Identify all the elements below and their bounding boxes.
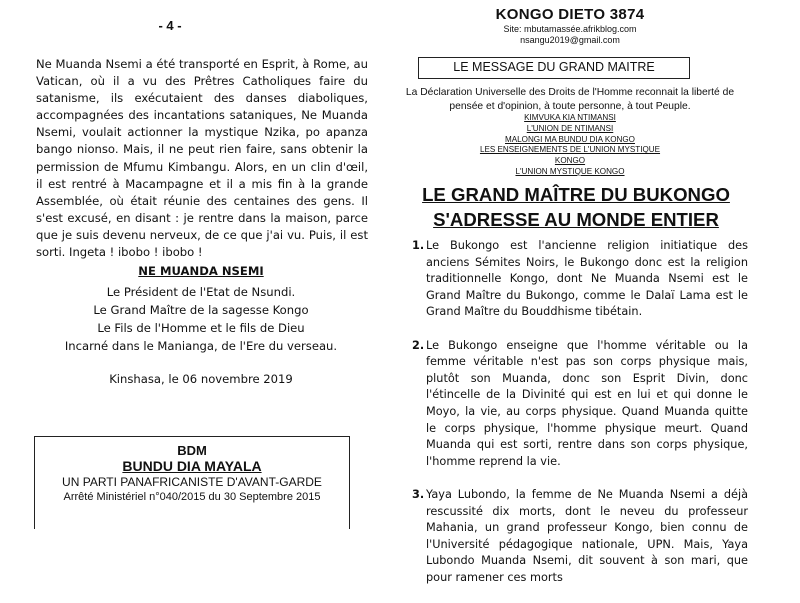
related-link[interactable]: LES ENSEIGNEMENTS DE L'UNION MYSTIQUE KONGO bbox=[479, 145, 661, 166]
page-number: - 4 - bbox=[158, 18, 182, 33]
bdm-party-name: BUNDU DIA MAYALA bbox=[122, 458, 262, 474]
related-link[interactable]: L'UNION DE NTIMANSI bbox=[526, 123, 614, 133]
numbered-points bbox=[412, 238, 748, 603]
signature-line: Incarné dans le Manianga, de l'Ere du verseau. bbox=[64, 339, 338, 353]
left-article-body bbox=[36, 56, 368, 261]
point-text: Le Bukongo est l'ancienne religion initiatique des anciens Sémites Noirs, le Bukongo donc est la religion traditionnelle Kongo, dont Ne Muanda Nsemi est le Grand Maître du Bukongo, comme le Dalaï Lama est le Grand Maître du Bouddhisme tibétain. bbox=[426, 239, 748, 319]
signature-line: Le Grand Maître de la sagesse Kongo bbox=[93, 303, 309, 317]
point-item bbox=[412, 487, 748, 587]
signature-line: Le Fils de l'Homme et le fils de Dieu bbox=[97, 321, 305, 335]
signature-block bbox=[36, 262, 366, 355]
masthead-title: KONGO DIETO 3874 bbox=[495, 6, 645, 23]
masthead-site: Site: mbutamassée.afrikblog.com bbox=[503, 24, 637, 34]
bdm-party-tagline: UN PARTI PANAFRICANISTE D'AVANT-GARDE bbox=[62, 475, 322, 489]
point-item bbox=[412, 338, 748, 471]
bdm-abbreviation: BDM bbox=[177, 443, 207, 458]
bdm-decree: Arrêté Ministériel n°040/2015 du 30 Septembre 2015 bbox=[63, 491, 321, 503]
point-text: Le Bukongo enseigne que l'homme véritable ou la femme véritable n'est pas son corps physique mais, plutôt son Muanda, donc son Esprit Divin, donc l'étincelle de la Divinité qui est en lui et qui donne le Moyo, la vie, au corps physique. Quand Muanda quitte le corps physique, l'homme physique meurt. Quand Muanda qui est sorti, rentre dans son corps physique, l'homme reprend la vie. bbox=[426, 338, 748, 468]
headline bbox=[408, 182, 744, 232]
bdm-party-box bbox=[34, 436, 350, 529]
point-text: Yaya Lubondo, la femme de Ne Muanda Nsemi a déjà rescussité dix morts, dont le neveu du professeur Mahania, un grand professeur Kongo, bien connu de l'Université pédagogique nationale, UPN. Mais, Yaya Lubondo Muanda Nsemi, dit souvent à son mari, que pour ramener ces morts bbox=[426, 487, 748, 584]
signature-line: Le Président de l'Etat de Nsundi. bbox=[106, 285, 296, 299]
point-number: 3. bbox=[412, 487, 425, 501]
signature-name: NE MUANDA NSEMI bbox=[138, 264, 264, 278]
rights-declaration: La Déclaration Universelle des Droits de l'Homme reconnait la liberté de pensée et d'opinion, à toute personne, à tout Peuple. bbox=[405, 87, 735, 112]
left-article-paragraph: Ne Muanda Nsemi a été transporté en Esprit, à Rome, au Vatican, où il a vu des Prêtres Catholiques faire du satanisme, ils exécutaient des danses diaboliques, accompagnées des incantations sataniques, Ne Muanda Nsemi, voulait actionner la mystique Nzika, po apanza bango nionso. Mais, il ne peut rien faire, sans obtenir la permission de Mfumu Kimbangu. Alors, en un clin d'œil, il est rentré à Macampagne et il a mis fin à la grande Assemblée, où était réunie des centaines des gens. Il s'est excusé, en disant : je rentre dans la maison, parce que je suis devenu nerveux, de ce que j'ai vu. Puis, il est sorti. Ingeta ! ibobo ! ibobo ! bbox=[36, 57, 368, 260]
point-number: 2. bbox=[412, 338, 425, 352]
place-date: Kinshasa, le 06 novembre 2019 bbox=[109, 372, 293, 386]
point-item bbox=[412, 238, 748, 321]
masthead-email: nsangu2019@gmail.com bbox=[520, 35, 620, 45]
masthead bbox=[480, 6, 660, 46]
headline-line-1: LE GRAND MAÎTRE DU BUKONGO bbox=[422, 184, 730, 205]
related-link[interactable]: KIMVUKA KIA NTIMANSI bbox=[524, 113, 616, 122]
message-banner: LE MESSAGE DU GRAND MAITRE bbox=[418, 57, 690, 79]
point-number: 1. bbox=[412, 239, 425, 252]
related-link[interactable]: MALONGI MA BUNDU DIA KONGO bbox=[505, 134, 635, 144]
related-links bbox=[470, 113, 670, 178]
related-link[interactable]: L'UNION MYSTIQUE KONGO bbox=[515, 166, 625, 176]
headline-line-2: S'ADRESSE AU MONDE ENTIER bbox=[433, 209, 719, 230]
